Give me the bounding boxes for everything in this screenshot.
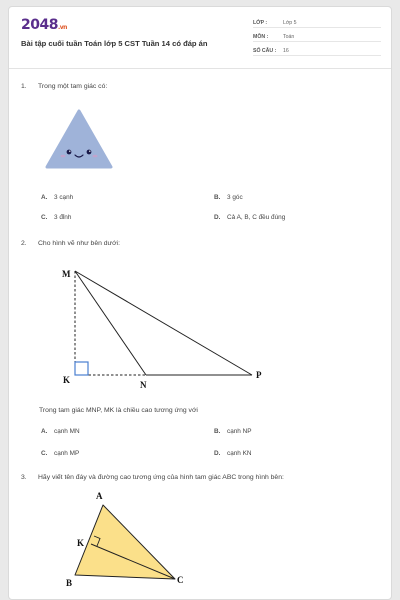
question-number: 2. (21, 240, 27, 247)
question-2-subtext: Trong tam giác MNP, MK là chiều cao tương ứng với (39, 407, 198, 414)
meta-value: 16 (283, 48, 289, 54)
triangle-abc-figure (55, 489, 195, 593)
question-2 (21, 240, 120, 247)
label-b: B (66, 578, 73, 588)
label-k: K (63, 375, 71, 385)
meta-row-class (253, 17, 381, 28)
yellow-triangle (75, 505, 175, 579)
question-text: Hãy viết tên đáy và đường cao tương ứng của hình tam giác ABC trong hình bên: (38, 474, 284, 481)
triangle-mnp-figure (49, 259, 279, 394)
meta-value: Toán (283, 34, 295, 40)
triangle-mascot-figure (45, 109, 113, 171)
right-angle-marker (75, 362, 88, 375)
meta-row-count (253, 45, 381, 56)
mascot-left-eye (67, 150, 72, 155)
worksheet-page (8, 6, 392, 600)
label-m: M (62, 269, 71, 279)
question-number: 3. (21, 474, 27, 481)
blue-triangle (47, 111, 111, 167)
q2-option-b[interactable]: B. cạnh NP (214, 428, 252, 435)
label-k: K (77, 538, 85, 548)
side-mp (75, 271, 252, 375)
side-mn (75, 271, 146, 375)
q2-option-a[interactable]: A. cạnh MN (41, 428, 80, 435)
site-logo[interactable] (21, 17, 67, 33)
question-1 (21, 83, 107, 90)
worksheet-title: Bài tập cuối tuần Toán lớp 5 CST Tuần 14 có đáp án (21, 39, 208, 48)
label-n: N (140, 380, 147, 390)
q1-option-d[interactable]: D. Cả A, B, C đều đúng (214, 214, 286, 221)
worksheet-header (9, 7, 391, 69)
question-text: Trong một tam giác có: (38, 83, 108, 90)
label-p: P (256, 370, 262, 380)
label-c: C (177, 575, 184, 585)
q2-option-d[interactable]: D. cạnh KN (214, 450, 252, 457)
label-a: A (96, 491, 103, 501)
q2-option-c[interactable]: C. cạnh MP (41, 450, 80, 457)
logo-suffix: .vn (57, 24, 67, 31)
question-text: Cho hình vẽ như bên dưới: (38, 240, 120, 247)
question-number: 1. (21, 83, 27, 90)
meta-row-subject (253, 31, 381, 42)
question-3 (21, 474, 284, 481)
meta-value: Lớp 5 (283, 20, 297, 26)
q1-option-c[interactable]: C. 3 đỉnh (41, 214, 72, 221)
q1-option-b[interactable]: B. 3 góc (214, 194, 243, 201)
mascot-right-eye (87, 150, 92, 155)
meta-key: LỚP : (253, 20, 268, 26)
q1-option-a[interactable]: A. 3 cạnh (41, 194, 74, 201)
meta-key: MÔN : (253, 34, 269, 40)
logo-main: 2048 (21, 17, 58, 33)
meta-key: SỐ CÂU : (253, 48, 277, 54)
worksheet-meta (253, 17, 381, 59)
